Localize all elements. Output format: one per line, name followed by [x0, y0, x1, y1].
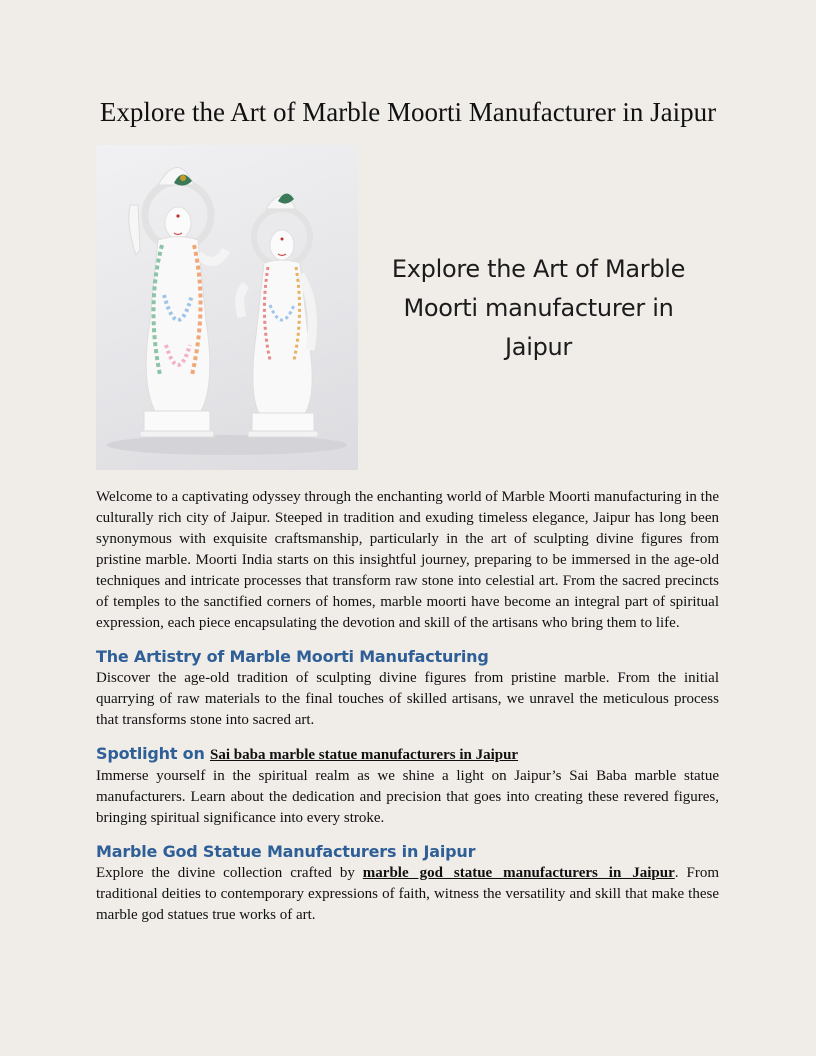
sai-baba-manufacturers-link[interactable]: Sai baba marble statue manufacturers in Jaipur [210, 747, 519, 763]
banner [96, 145, 719, 470]
section-heading [96, 743, 719, 766]
banner-caption-line: Jaipur [505, 333, 572, 361]
document-title: Explore the Art of Marble Moorti Manufacturer in Jaipur [99, 97, 717, 127]
statue-image [96, 145, 358, 470]
intro-paragraph: Welcome to a captivating odyssey through the enchanting world of Marble Moorti manufacturing in the culturally rich city of Jaipur. Steeped in tradition and exuding timeless elegance, Jaipur has long been synonymous with exquisite craftsmanship, particularly in the art of sculpting divine figures from pristine marble. Moorti India starts on this insightful journey, preparing to be immersed in the age-old techniques and intricate processes that transform raw stone into celestial art. From the sacred precincts of temples to the sanctified corners of homes, marble moorti have become an integral part of spiritual expression, each piece encapsulating the devotion and skill of the artisans who bring them to life. [96, 489, 719, 631]
radha-statue [240, 193, 318, 437]
paragraph-text: . From traditional deities to contemporary expressions of faith, witness the versatility and skill that make these marble god statues true works of art. [96, 865, 719, 923]
krishna-statue [129, 168, 226, 438]
section-paragraph: Discover the age-old tradition of sculpting divine figures from pristine marble. From the initial quarrying of raw materials to the final touches of skilled artisans, we unravel the meticulous process that transforms stone into sacred art. [96, 670, 719, 728]
section-heading-prefix: Spotlight on [96, 744, 211, 763]
krishna-radha-statue-illustration [96, 145, 358, 470]
section-heading: The Artistry of Marble Moorti Manufacturing [96, 647, 489, 666]
banner-caption [358, 250, 719, 367]
marble-god-statue-manufacturers-link[interactable]: marble god statue manufacturers in Jaipur [362, 865, 675, 881]
banner-caption-line: Explore the Art of Marble [391, 255, 686, 283]
banner-caption-line: Moorti manufacturer in [403, 294, 674, 322]
article-body [96, 487, 719, 926]
section-heading: Marble God Statue Manufacturers in Jaipur [96, 842, 476, 861]
section-paragraph [96, 863, 719, 926]
section-paragraph: Immerse yourself in the spiritual realm as we shine a light on Jaipur’s Sai Baba marble statue manufacturers. Learn about the dedication and precision that goes into creating these revered figures, bringing spiritual significance into every stroke. [96, 768, 719, 826]
paragraph-text: Explore the divine collection crafted by [96, 865, 363, 881]
